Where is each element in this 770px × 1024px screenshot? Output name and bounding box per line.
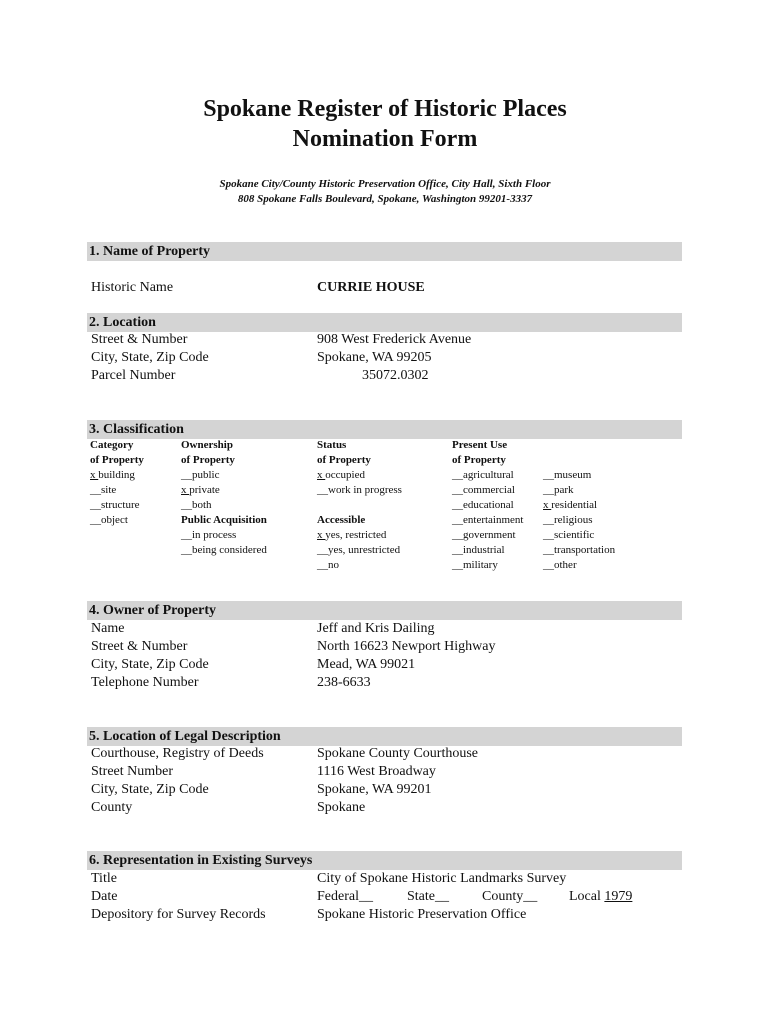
checkbox-occupied: x occupied (317, 469, 365, 481)
section-2-heading: 2. Location (89, 315, 156, 330)
checkbox-in-process: __in process (181, 529, 237, 541)
checkbox-work-in-progress: __work in progress (317, 484, 402, 496)
checkbox-educational: __educational (452, 499, 514, 511)
checkbox-agricultural: __agricultural (452, 469, 514, 481)
checkbox-site: __site (90, 484, 117, 496)
legal-city-value: Spokane, WA 99201 (317, 782, 432, 797)
section-5-header (87, 727, 682, 746)
local-label: Local (569, 889, 601, 904)
owner-name-value: Jeff and Kris Dailing (317, 621, 435, 636)
checkbox-both: __both (181, 499, 212, 511)
location-city-label: City, State, Zip Code (91, 350, 209, 365)
checkbox-residential: x residential (543, 499, 598, 511)
legal-street-value: 1116 West Broadway (317, 764, 436, 779)
owner-street-label: Street & Number (91, 639, 188, 654)
address-line: 808 Spokane Falls Boulevard, Spokane, Washington 99201-3337 (237, 193, 533, 205)
legal-city-label: City, State, Zip Code (91, 782, 209, 797)
owner-city-value: Mead, WA 99021 (317, 657, 416, 672)
parcel-number-value: 35072.0302 (362, 368, 429, 383)
ownership-column (181, 438, 267, 558)
present-use-heading: Present Use (452, 439, 508, 451)
section-4-heading: 4. Owner of Property (89, 603, 217, 618)
checkbox-museum: __museum (543, 469, 592, 481)
checkbox-other: __other (543, 559, 577, 571)
section-6-header (87, 851, 682, 870)
checkbox-building: x building (90, 469, 135, 481)
checkbox-park: __park (543, 484, 574, 496)
location-city-value: Spokane, WA 99205 (317, 350, 432, 365)
present-use-column-2 (543, 468, 615, 573)
checkbox-commercial: __commercial (452, 484, 515, 496)
status-subheading: of Property (317, 454, 371, 466)
office-line: Spokane City/County Historic Preservation Office, City Hall, Sixth Floor (219, 178, 551, 190)
checkbox-military: __military (452, 559, 498, 571)
page-subtitle-form: Nomination Form (292, 126, 478, 152)
location-street-label: Street & Number (91, 332, 188, 347)
category-column (90, 438, 144, 528)
owner-city-label: City, State, Zip Code (91, 657, 209, 672)
category-heading: Category (90, 439, 134, 451)
county-label: County (91, 800, 133, 815)
category-subheading: of Property (90, 454, 144, 466)
status-heading: Status (317, 439, 347, 451)
checkbox-object: __object (90, 514, 128, 526)
checkbox-yes-restricted: x yes, restricted (317, 529, 387, 541)
local-option (569, 888, 632, 906)
owner-telephone-value: 238-6633 (317, 675, 371, 690)
survey-date-label: Date (91, 889, 118, 904)
section-1-heading: 1. Name of Property (89, 244, 211, 259)
checkbox-religious: __religious (543, 514, 593, 526)
checkbox-scientific: __scientific (543, 529, 595, 541)
legal-street-label: Street Number (91, 764, 174, 779)
ownership-heading: Ownership (181, 439, 233, 451)
owner-name-label: Name (91, 621, 125, 636)
public-acquisition-heading: Public Acquisition (181, 514, 267, 526)
ownership-subheading: of Property (181, 454, 235, 466)
county-value: Spokane (317, 800, 366, 815)
checkbox-transportation: __transportation (543, 544, 616, 556)
checkbox-being-considered: __being considered (181, 544, 267, 556)
accessible-heading: Accessible (317, 514, 366, 526)
section-3-heading: 3. Classification (89, 422, 184, 437)
section-4-header (87, 601, 682, 620)
depository-label: Depository for Survey Records (91, 907, 266, 922)
checkbox-government: __government (452, 529, 516, 541)
federal-option: Federal__ (317, 889, 373, 904)
checkbox-public: __public (181, 469, 220, 481)
checkbox-yes-unrestricted: __yes, unrestricted (317, 544, 401, 556)
owner-telephone-label: Telephone Number (91, 675, 199, 690)
page-title: Spokane Register of Historic Places (203, 96, 567, 122)
courthouse-label: Courthouse, Registry of Deeds (91, 746, 264, 761)
parcel-number-label: Parcel Number (91, 368, 176, 383)
courthouse-value: Spokane County Courthouse (317, 746, 478, 761)
local-year: 1979 (604, 889, 633, 904)
historic-name-label: Historic Name (91, 280, 174, 295)
checked-mark: x (90, 469, 96, 481)
checkbox-entertainment: __entertainment (452, 514, 524, 526)
status-column (317, 438, 402, 573)
checkbox-no: __no (317, 559, 339, 571)
present-use-subheading: of Property (452, 454, 506, 466)
checkbox-structure: __structure (90, 499, 140, 511)
location-street-value: 908 West Frederick Avenue (317, 332, 472, 347)
present-use-column (452, 438, 523, 573)
checkbox-industrial: __industrial (452, 544, 505, 556)
survey-title-value: City of Spokane Historic Landmarks Survey (317, 871, 567, 886)
checkbox-private: x private (181, 484, 220, 496)
state-option: State__ (407, 889, 449, 904)
section-5-heading: 5. Location of Legal Description (89, 729, 281, 744)
owner-street-value: North 16623 Newport Highway (317, 639, 496, 654)
section-3-header (87, 420, 682, 439)
section-6-heading: 6. Representation in Existing Surveys (89, 853, 313, 868)
historic-name-value: CURRIE HOUSE (317, 280, 425, 295)
county-option: County__ (482, 889, 538, 904)
section-1-header (87, 242, 682, 261)
depository-value: Spokane Historic Preservation Office (317, 907, 527, 922)
survey-title-label: Title (91, 871, 117, 886)
section-2-header (87, 313, 682, 332)
